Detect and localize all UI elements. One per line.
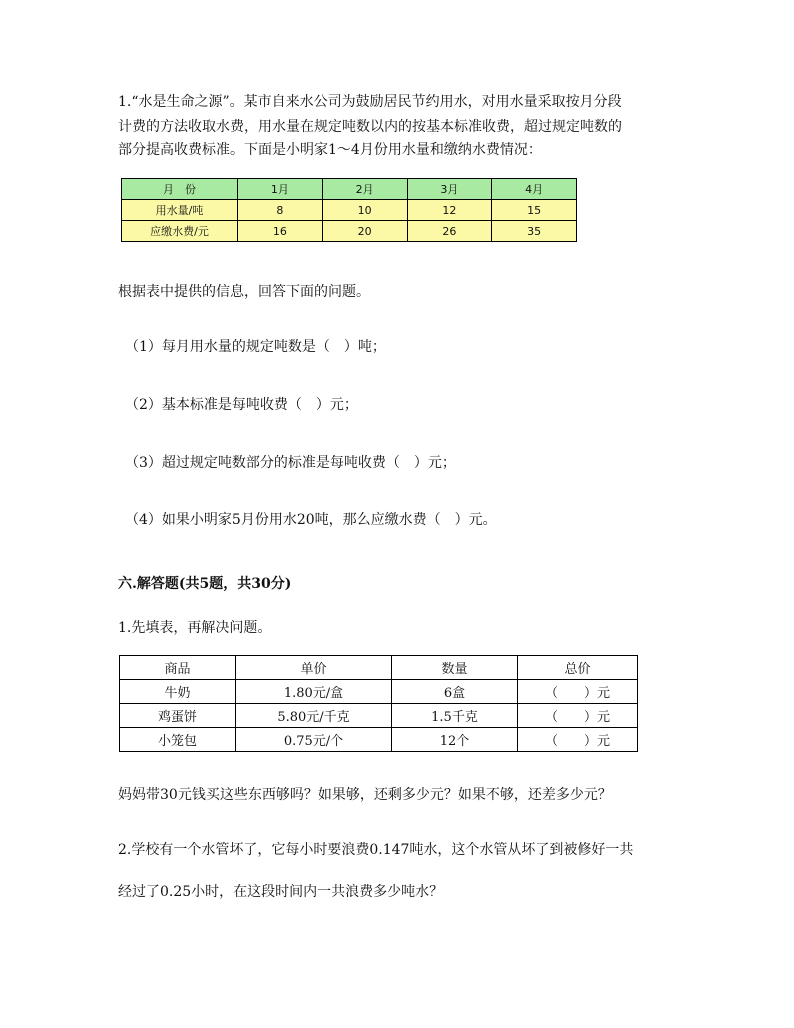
problem-2-line-1: 2.学校有一个水管坏了，它每小时要浪费0.147吨水，这个水管从坏了到被修好一共: [118, 842, 634, 858]
table-header-cell: 月 份: [122, 179, 238, 200]
section-title: 六.解答题(共5题，共30分): [118, 576, 292, 592]
table-header-cell: 2月: [322, 179, 407, 200]
table-cell: 牛奶: [120, 680, 236, 704]
table-row: [122, 200, 577, 221]
table-cell: 12个: [392, 728, 518, 752]
table-cell: 0.75元/个: [236, 728, 392, 752]
table-row: [120, 680, 638, 704]
table-header-cell: 4月: [492, 179, 577, 200]
table-row: [120, 704, 638, 728]
table-cell: 12: [407, 200, 492, 221]
table-header-cell: 3月: [407, 179, 492, 200]
q1-text-line-3: 部分提高收费标准。下面是小明家1～4月份用水量和缴纳水费情况：: [118, 142, 542, 158]
q1-text-line-2: 计费的方法收取水费，用水量在规定吨数以内的按基本标准收费，超过规定吨数的: [118, 119, 622, 135]
table-cell: 8: [238, 200, 323, 221]
problem-1-question: 妈妈带30元钱买这些东西够吗？如果够，还剩多少元？如果不够，还差多少元？: [118, 787, 612, 803]
answer-blank-cell[interactable]: （ ）元: [518, 728, 638, 752]
table-cell: 16: [238, 221, 323, 242]
answer-blank-cell[interactable]: （ ）元: [518, 704, 638, 728]
q1-text-line-1: 1.“水是生命之源”。某市自来水公司为鼓励居民节约用水，对用水量采取按月分段: [118, 94, 622, 110]
table-header-cell: 数量: [392, 656, 518, 680]
table-header-cell: 总价: [518, 656, 638, 680]
table-cell: 小笼包: [120, 728, 236, 752]
table-header-cell: 1月: [238, 179, 323, 200]
table-header-cell: 商品: [120, 656, 236, 680]
table-cell: 35: [492, 221, 577, 242]
table-header-row: [120, 656, 638, 680]
water-usage-table: [121, 178, 577, 242]
q1-sub-question-1: （1）每月用水量的规定吨数是（ ）吨；: [125, 339, 386, 355]
table-cell: 用水量/吨: [122, 200, 238, 221]
table-cell: 15: [492, 200, 577, 221]
goods-table: [119, 655, 638, 752]
table-cell: 1.5千克: [392, 704, 518, 728]
problem-2-line-2: 经过了0.25小时，在这段时间内一共浪费多少吨水？: [118, 884, 444, 900]
table-header-row: [122, 179, 577, 200]
table-cell: 应缴水费/元: [122, 221, 238, 242]
q1-sub-question-4: （4）如果小明家5月份用水20吨，那么应缴水费（ ）元。: [125, 512, 497, 528]
table-cell: 5.80元/千克: [236, 704, 392, 728]
q1-prompt: 根据表中提供的信息，回答下面的问题。: [118, 284, 370, 300]
q1-sub-question-3: （3）超过规定吨数部分的标准是每吨收费（ ）元；: [125, 455, 456, 471]
table-header-cell: 单价: [236, 656, 392, 680]
table-row: [122, 221, 577, 242]
table-cell: 6盒: [392, 680, 518, 704]
table-cell: 鸡蛋饼: [120, 704, 236, 728]
table-cell: 1.80元/盒: [236, 680, 392, 704]
table-cell: 20: [322, 221, 407, 242]
table-row: [120, 728, 638, 752]
problem-1-title: 1.先填表，再解决问题。: [118, 620, 272, 636]
q1-sub-question-2: （2）基本标准是每吨收费（ ）元；: [125, 397, 358, 413]
table-cell: 10: [322, 200, 407, 221]
answer-blank-cell[interactable]: （ ）元: [518, 680, 638, 704]
table-cell: 26: [407, 221, 492, 242]
